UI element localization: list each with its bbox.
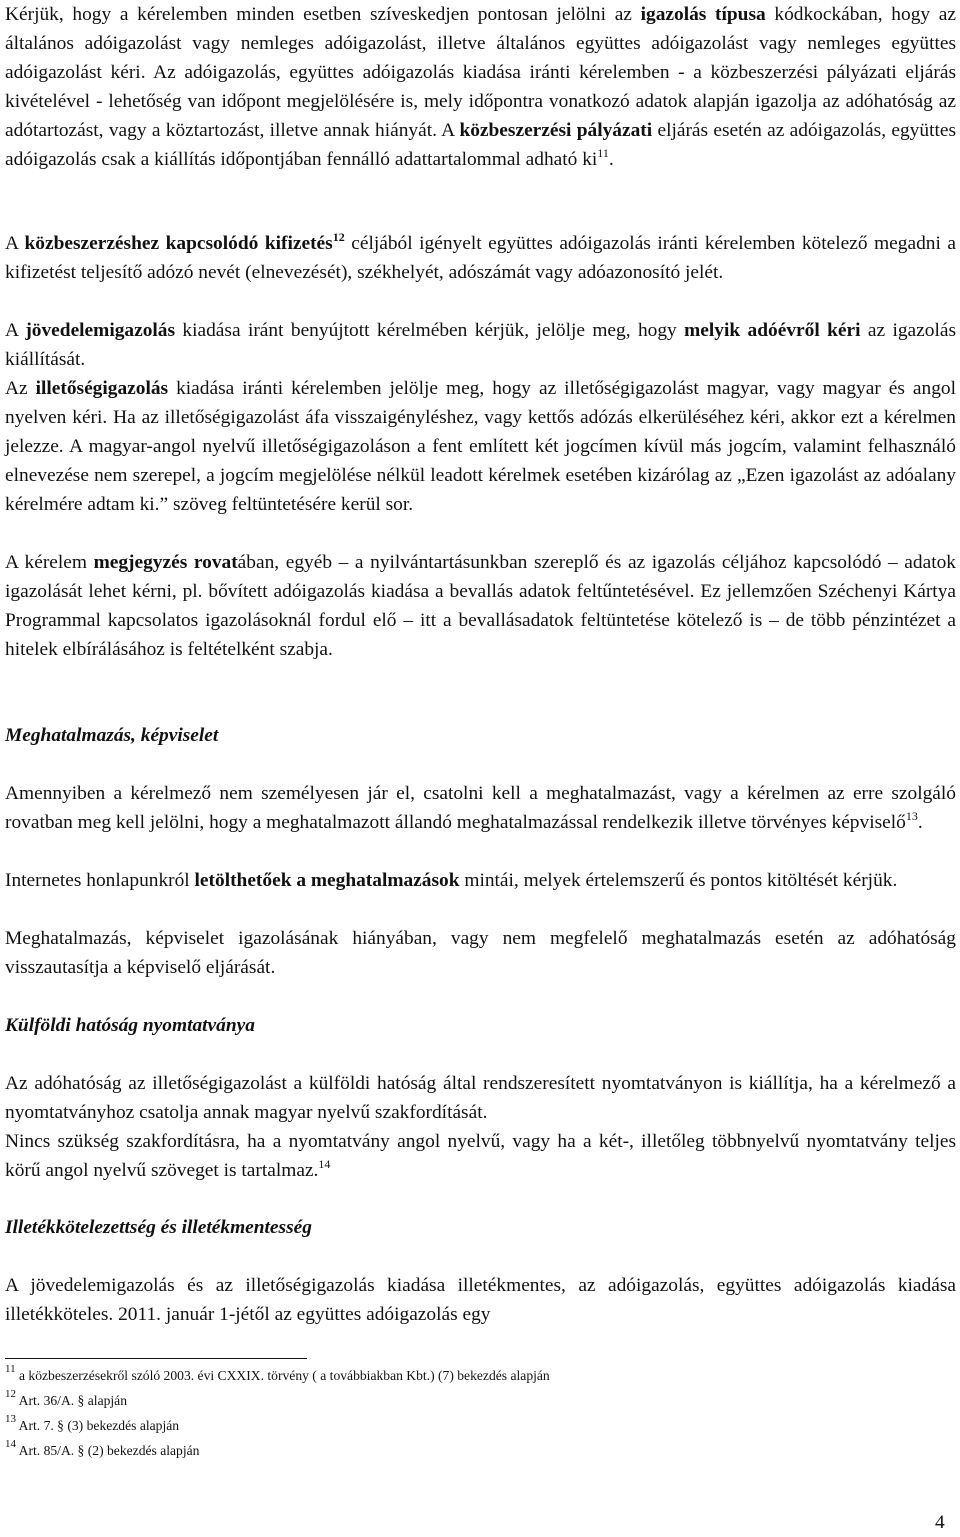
jovedelem-bold-2: melyik adóévről kéri: [684, 320, 861, 341]
footnote-text: a közbeszerzésekről szóló 2003. évi CXXIX. törvény ( a továbbiakban Kbt.) (7) bekezdés alapján: [19, 1368, 550, 1383]
kulfoldi-text-2: Nincs szükség szakfordításra, ha a nyomtatvány angol nyelvű, vagy ha a két-, illetőleg többnyelvű nyomtatvány teljes körű angol nyelvű szöveget is tartalmaz.: [5, 1131, 956, 1181]
footnote-ref-13: 13: [905, 808, 918, 823]
footnote-12: [5, 1388, 945, 1410]
footnote-11: [5, 1363, 945, 1385]
footnote-number: 14: [5, 1438, 16, 1451]
meghatalmazas-paragraph-2: [5, 866, 956, 895]
illetek-paragraph-1: A jövedelemigazolás és az illetőségigazolás kiadása illetékmentes, az adóigazolás, együttes adóigazolás kiadása illetékköteles. 2011. január 1-jétől az együttes adóigazolás egy: [5, 1275, 956, 1325]
footnote-ref-11: 11: [597, 145, 609, 160]
footnote-ref-12: 12: [332, 229, 345, 244]
heading-meghatalmazas: Meghatalmazás, képviselet: [5, 725, 219, 746]
meghatalmazas-text-2a: Internetes honlapunkról: [5, 870, 195, 891]
intro-text-2: kódkockában, hogy az általános adóigazolást vagy nemleges adóigazolást, illetve általános együttes adóigazolást vagy nemleges együttes adóigazolást kéri.: [5, 4, 956, 83]
meghatalmazas-text-2b: mintái, melyek értelemszerű és pontos kitöltését kérjük.: [459, 870, 898, 891]
kozbeszerzes-text-rest: céljából igényelt együttes adóigazolás iránti kérelemben kötelező megadni a kifizetést teljesítő adózó nevét (elnevezését), székhelyét, adószámát vagy adóazonosító jelét.: [5, 233, 956, 283]
illetoseg-bold: illetőségigazolás: [35, 378, 169, 399]
meghatalmazas-bold: letölthetőek a meghatalmazások: [194, 870, 460, 891]
footnote-text: Art. 7. § (3) bekezdés alapján: [18, 1418, 180, 1433]
footnote-14: [5, 1438, 945, 1460]
jovedelem-bold-1: jövedelemigazolás: [25, 320, 176, 341]
footnote-text: Art. 36/A. § alapján: [18, 1393, 128, 1408]
kulfoldi-paragraph-1: Az adóhatóság az illetőségigazolást a külföldi hatóság által rendszeresített nyomtatványon is kiállítja, ha a kérelmező a nyomtatványhoz csatolja annak magyar nyelvű szakfordítását.: [5, 1073, 956, 1123]
megjegyzes-bold: megjegyzés rovat: [93, 552, 238, 573]
illetoseg-text-rest: kiadása iránti kérelemben jelölje meg, hogy az illetőségigazolást magyar, vagy magyar és angol nyelven kéri. Ha az illetőségigazolást áfa visszaigényléshez, vagy kettős adózás elkerüléséhez kéri, akkor ezt a kérelmen jelezze. A magyar-angol nyelvű illetőségigazoláson a fent említett két jogcímen kívül más jogcím, valamint felhasználó elnevezése nem szerepel, a jogcím megjelölése nélkül leadott kérelmek esetében kizárólag az „Ezen igazolást az adóalany kérelmére adtam ki.” szöveg feltüntetésére kerül sor.: [5, 378, 956, 515]
kulfoldi-paragraph-2: [5, 1127, 956, 1185]
illetoseg-paragraph: [5, 374, 956, 519]
intro-text-3: Az adóigazolás, együttes adóigazolás kiadása iránti kérelemben - a közbeszerzési pályázati eljárás kivételével - lehetőség van időpont megjelölésére is, mely időpontra vonatkozó adatok alapján igazolja az adóhatóság az adótartozást, vagy a köztartozást, illetve annak hiányát. A: [5, 62, 956, 141]
meghatalmazas-text-1: Amennyiben a kérelmező nem személyesen jár el, csatolni kell a meghatalmazást, vagy a kérelmen az erre szolgáló rovatban meg kell jelölni, hogy a meghatalmazott állandó meghatalmazással rendelkezik illetve törvényes képviselő: [5, 783, 956, 833]
intro-bold-kozbeszerzesi: közbeszerzési pályázati: [459, 120, 653, 141]
page-number: 4: [935, 1512, 945, 1533]
kozbeszerzes-paragraph: [5, 229, 956, 287]
footnote-text: Art. 85/A. § (2) bekezdés alapján: [18, 1443, 200, 1458]
jovedelem-paragraph: [5, 316, 956, 374]
intro-text-end: .: [608, 149, 614, 170]
footnote-ref-14: 14: [318, 1156, 331, 1171]
footnote-number: 13: [5, 1413, 16, 1426]
meghatalmazas-text-1-end: .: [917, 812, 923, 833]
megjegyzes-text-a: A kérelem: [5, 552, 94, 573]
jovedelem-text-c: az igazolás kiállítását.: [5, 320, 957, 370]
megjegyzes-paragraph: [5, 548, 956, 664]
intro-bold-igazolas-tipusa: igazolás típusa: [640, 4, 766, 25]
heading-kulfoldi: Külföldi hatóság nyomtatványa: [5, 1015, 255, 1036]
footnote-separator: [5, 1358, 307, 1359]
intro-text-4: eljárás esetén az adóigazolás, együttes adóigazolás csak a kiállítás időpontjában fennálló adattartalommal adható ki: [5, 120, 956, 170]
jovedelem-text-a: A: [5, 320, 26, 341]
intro-paragraph: [5, 0, 956, 174]
kozbeszerzes-bold: közbeszerzéshez kapcsolódó kifizetés: [24, 233, 333, 254]
kozbeszerzes-text-a: A: [5, 233, 25, 254]
jovedelem-text-b: kiadása iránt benyújtott kérelmében kérjük, jelölje meg, hogy: [175, 320, 685, 341]
illetoseg-text-a: Az: [5, 378, 36, 399]
footnote-13: [5, 1413, 945, 1435]
intro-text-1: Kérjük, hogy a kérelemben minden esetben szíveskedjen pontosan jelölni az: [5, 4, 641, 25]
meghatalmazas-paragraph-1: [5, 779, 956, 837]
meghatalmazas-paragraph-3: Meghatalmazás, képviselet igazolásának hiányában, vagy nem megfelelő meghatalmazás esetén az adóhatóság visszautasítja a képviselő eljárását.: [5, 928, 956, 978]
heading-illetek: Illetékkötelezettség és illetékmentesség: [5, 1217, 312, 1238]
megjegyzes-text-rest: ában, egyéb – a nyilvántartásunkban szereplő és az igazolás céljához kapcsolódó – adatok igazolását lehet kérni, pl. bővített adóigazolás kiadása a bevallás adatok feltűntetésével. Ez jellemzően Széchenyi Kártya Programmal kapcsolatos igazolásoknál fordul elő – itt a bevallásadatok feltüntetése kötelező is – de több pénzintézet a hitelek elbírálásához is feltételként szabja.: [5, 552, 956, 660]
footnote-number: 11: [5, 1363, 16, 1376]
footnote-number: 12: [5, 1388, 16, 1401]
